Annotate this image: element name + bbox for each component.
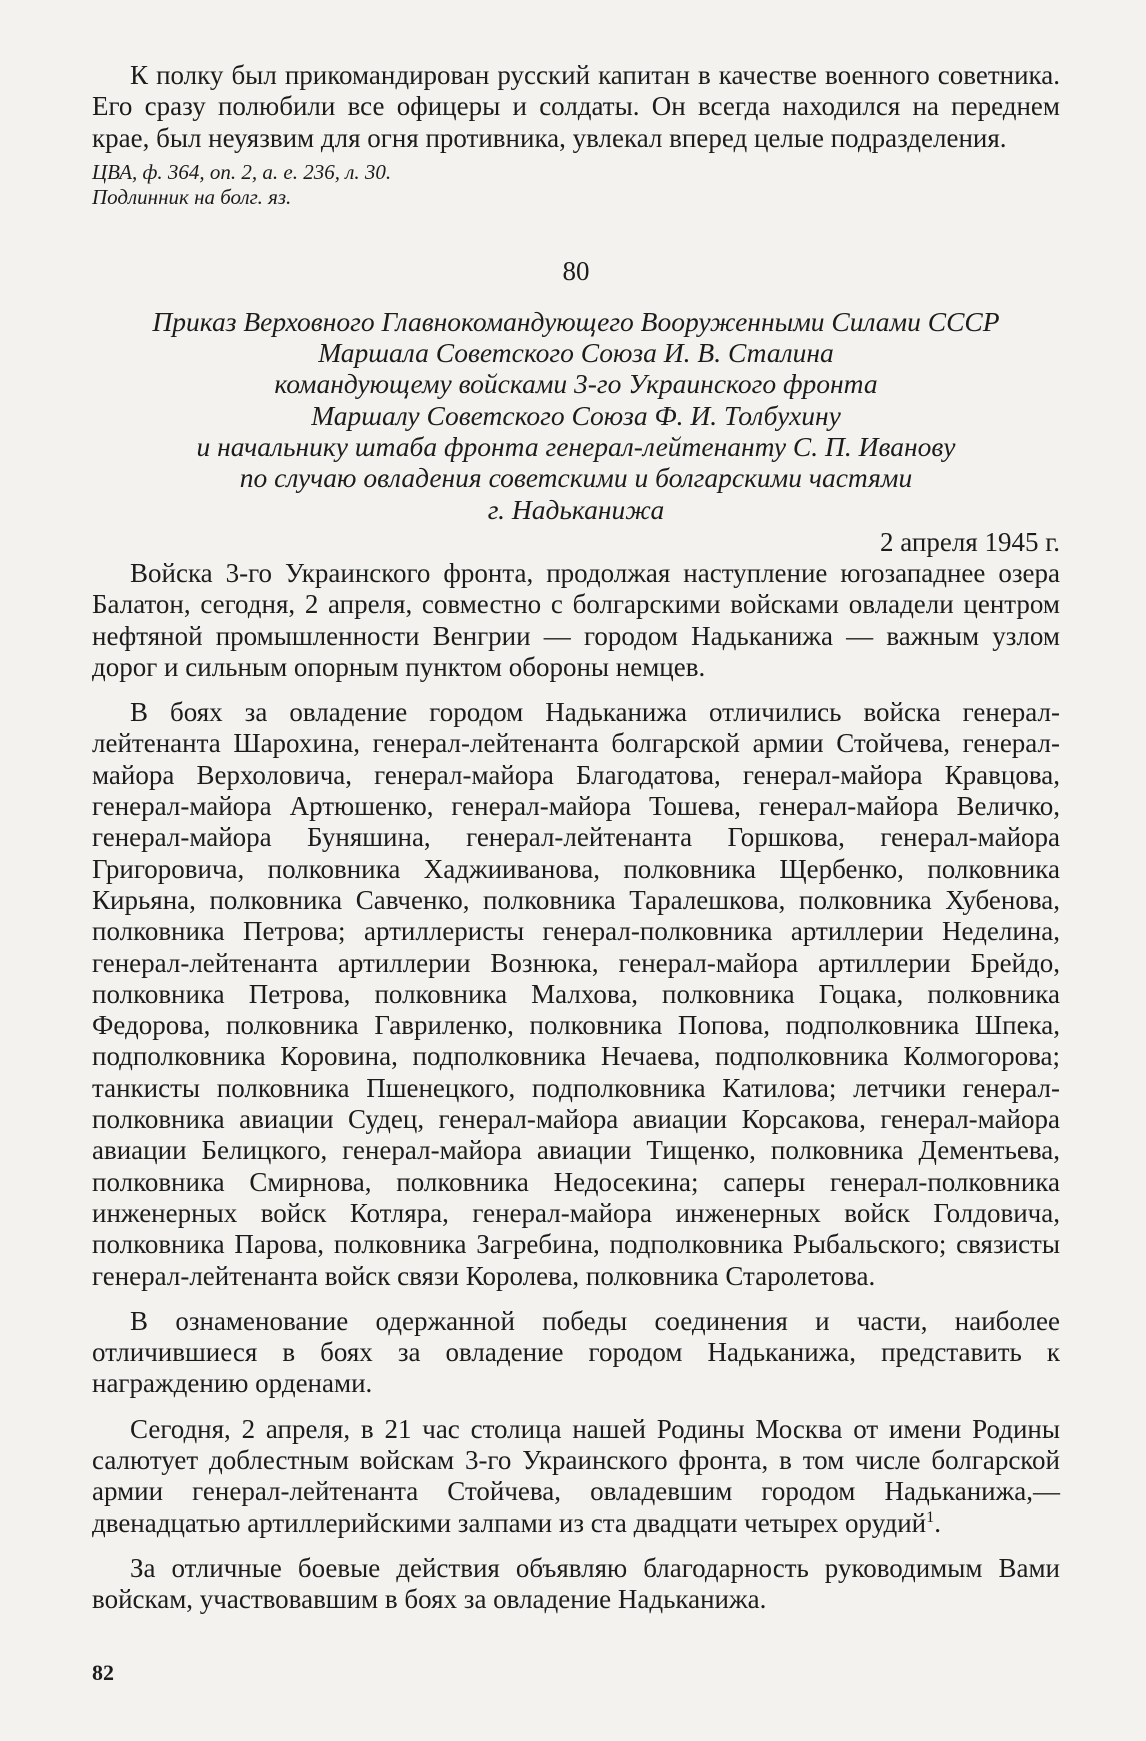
- heading-line: командующему войсками 3-го Украинского фронта: [274, 368, 878, 400]
- intro-paragraph: К полку был прикомандирован русский капитан в качестве военного советника. Его сразу полюбили все офицеры и солдаты. Он всегда находился на переднем крае, был неуязвим для огня противника, увлекал вперед целые подразделения.: [92, 60, 1060, 153]
- heading-line: Приказ Верховного Главнокомандующего Вооруженными Силами СССР: [152, 305, 1000, 337]
- salute-paragraph: [92, 1414, 1060, 1539]
- salute-text: Сегодня, 2 апреля, в 21 час столица нашей Родины Москва от имени Родины салютует доблестным войскам 3-го Украинского фронта, в том числе болгарской армии генерал-лейтенанта Стойчева, овладевшим городом Надьканижа,— двенадцатью артиллерийскими залпами из ста двадцати четырех орудий: [92, 1413, 1060, 1538]
- heading-line: Маршала Советского Союза И. В. Сталина: [318, 337, 834, 369]
- footnote-mark: 1: [926, 1507, 935, 1526]
- heading-line: и начальнику штаба фронта генерал-лейтенанту С. П. Иванову: [196, 431, 956, 463]
- document-date: 2 апреля 1945 г.: [880, 526, 1060, 557]
- document-number: 80: [562, 255, 590, 286]
- page-content: [92, 60, 1060, 1615]
- heading-line: г. Надьканижа: [487, 493, 665, 525]
- heading-line: по случаю овладения советскими и болгарскими частями: [239, 462, 913, 494]
- closing-paragraph: За отличные боевые действия объявляю благодарность руководимым Вами войскам, участвовавшим в боях за овладение Надьканижа.: [92, 1552, 1060, 1615]
- salute-end: .: [934, 1507, 941, 1538]
- heading-line: Маршалу Советского Союза Ф. И. Толбухину: [311, 399, 841, 431]
- body-paragraph: В боях за овладение городом Надьканижа отличились войска генерал-лейтенанта Шарохина, генерал-лейтенанта болгарской армии Стойчева, генерал-майора Верхоловича, генерал-майора Благодатова, генерал-майора Кравцова, генерал-майора Артюшенко, генерал-майора Тошева, генерал-майора Величко, генерал-майора Буняшина, генерал-лейтенанта Горшкова, генерал-майора Григоровича, полковника Хаджииванова, полковника Щербенко, полковника Кирьяна, полковника Савченко, полковника Таралешкова, полковника Хубенова, полковника Петрова; артиллеристы генерал-полковника артиллерии Неделина, генерал-лейтенанта артиллерии Вознюка, генерал-майора артиллерии Брейдо, полковника Петрова, полковника Малхова, полковника Гоцака, полковника Федорова, полковника Гавриленко, полковника Попова, подполковника Шпека, подполковника Коровина, подполковника Нечаева, подполковника Колмогорова; танкисты полковника Пшенецкого, подполковника Катилова; летчики генерал-полковника авиации Судец, генерал-майора авиации Корсакова, генерал-майора авиации Белицкого, генерал-майора авиации Тищенко, полковника Дементьева, полковника Смирнова, полковника Недосекина; саперы генерал-полковника инженерных войск Котляра, генерал-майора инженерных войск Голдовича, полковника Парова, полковника Загребина, подполковника Рыбальского; связисты генерал-лейтенанта войск связи Королева, полковника Старолетова.: [92, 697, 1060, 1291]
- body-paragraph: Войска 3-го Украинского фронта, продолжая наступление югозападнее озера Балатон, сегодня, 2 апреля, совместно с болгарскими войсками овладели центром нефтяной промышленности Венгрии — городом Надьканижа — важным узлом дорог и сильным опорным пунктом обороны немцев.: [92, 557, 1060, 682]
- page-number: 82: [92, 1660, 114, 1685]
- archive-reference: ЦВА, ф. 364, оп. 2, а. е. 236, л. 30.: [92, 159, 392, 184]
- original-language-note: Подлинник на болг. яз.: [92, 184, 292, 209]
- document-heading: [92, 306, 1060, 525]
- body-paragraph: В ознаменование одержанной победы соединения и части, наиболее отличившиеся в боях за овладение городом Надьканижа, представить к награждению орденами.: [92, 1305, 1060, 1399]
